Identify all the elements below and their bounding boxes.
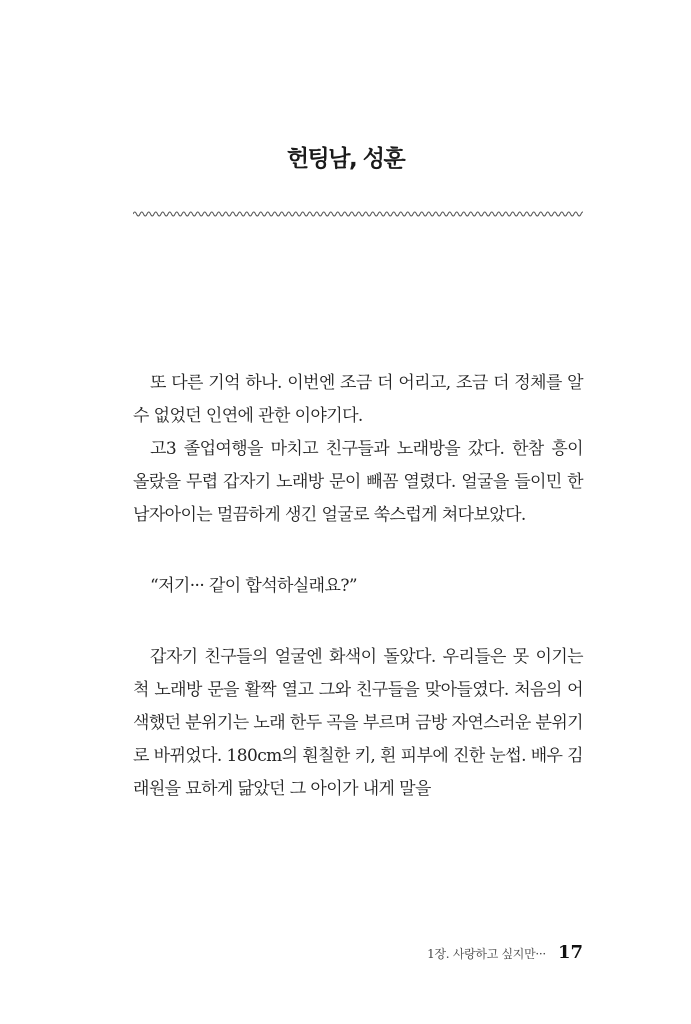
body-text xyxy=(133,367,583,806)
paragraph: 또 다른 기억 하나. 이번엔 조금 더 어리고, 조금 더 정체를 알 수 없었던 인연에 관한 이야기다. xyxy=(133,373,583,426)
running-head: 1장. 사랑하고 싶지만··· xyxy=(427,947,546,961)
paragraph: 고3 졸업여행을 마치고 친구들과 노래방을 갔다. 한참 흥이 올랐을 무렵 갑자기 노래방 문이 빼꼼 열렸다. 얼굴을 들이민 한 남자아이는 멀끔하게 생긴 얼굴로 쑥스럽게 쳐다보았다. xyxy=(133,439,583,525)
chapter-title: 헌팅남, 성훈 xyxy=(286,146,405,172)
dialogue-line: “저기··· 같이 합석하실래요?” xyxy=(150,576,357,596)
paragraph: 갑자기 친구들의 얼굴엔 화색이 돌았다. 우리들은 못 이기는 척 노래방 문을 활짝 열고 그와 친구들을 맞아들였다. 처음의 어색했던 분위기는 노래 한두 곡을 부르며 금방 자연스러운 분위기로 바뀌었다. 180cm의 훤칠한 키, 흰 피부에 진한 눈썹. 배우 김래원을 묘하게 닮았던 그 아이가 내게 말을 xyxy=(133,647,583,799)
wavy-divider xyxy=(133,207,583,221)
page-footer xyxy=(427,942,583,963)
page-number: 17 xyxy=(557,942,583,963)
